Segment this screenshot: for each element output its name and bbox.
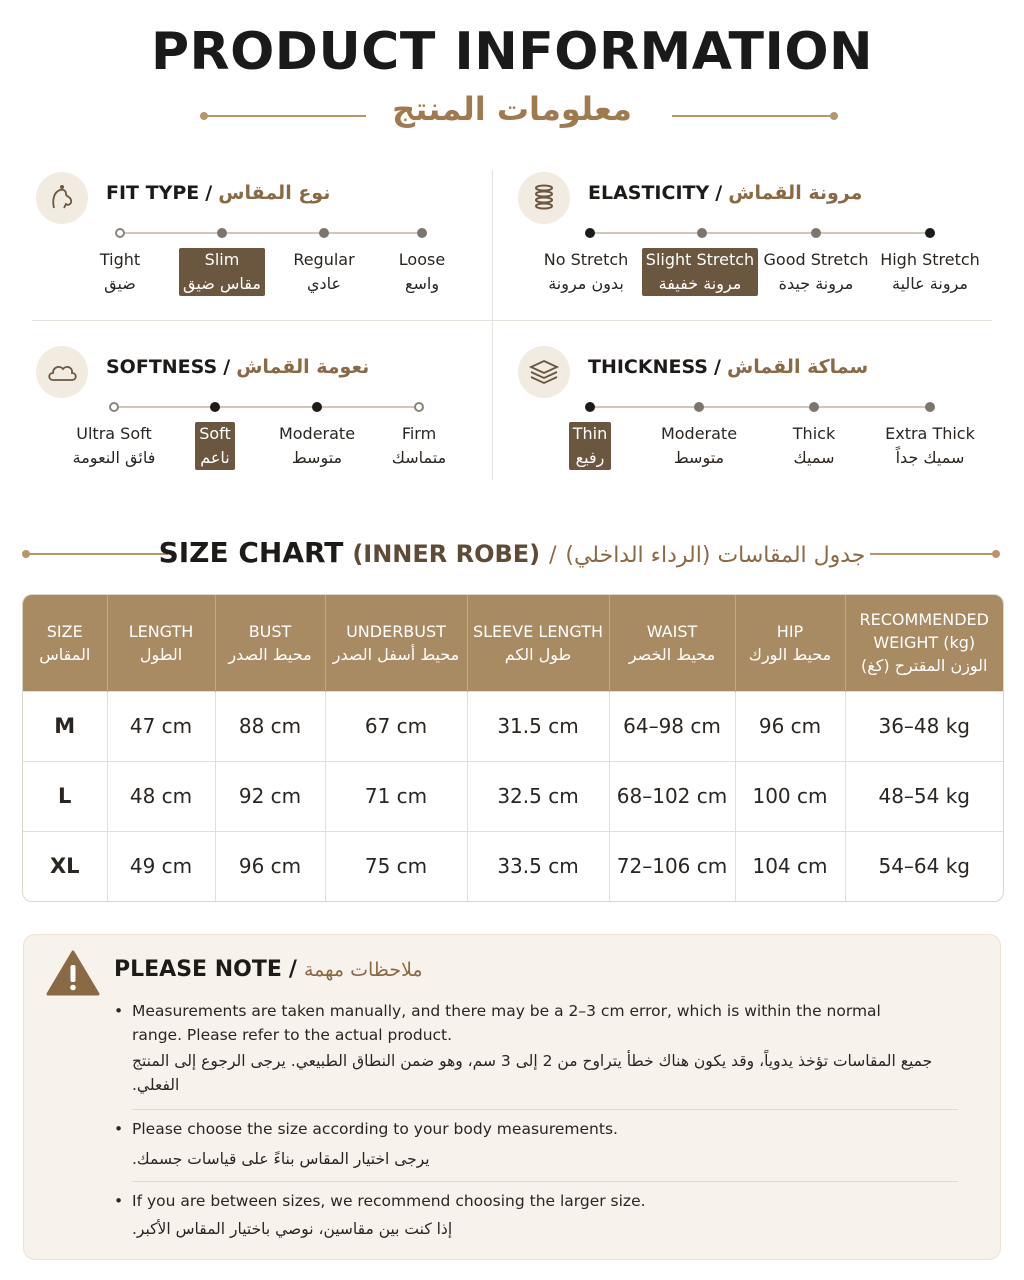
cell-sleeve-length: 32.5 cm — [467, 761, 609, 831]
please-note-box — [23, 934, 1001, 1260]
cell-underbust: 71 cm — [325, 761, 467, 831]
note-divider — [132, 1109, 958, 1110]
cell-bust: 92 cm — [215, 761, 325, 831]
cell-weight: 48–54 kg — [878, 784, 971, 808]
cell-size: M — [23, 691, 107, 761]
fit-type-section — [36, 172, 496, 322]
table-row — [23, 691, 1003, 761]
elasticity-option-slight-stretch-selected: Slight Stretch مرونة خفيفة — [640, 248, 760, 296]
fit-type-dot-2 — [217, 228, 227, 238]
col-length: LENGTH الطول — [107, 595, 215, 691]
softness-track — [114, 406, 420, 408]
page-subtitle-arabic: معلومات المنتج — [392, 90, 632, 128]
note-item: • If you are between sizes, we recommend choosing the larger size. إذا كنت بين مقاسين، نوصي باختيار المقاس الأكبر. — [114, 1192, 646, 1238]
cloud-icon — [36, 346, 88, 398]
softness-option-moderate: Moderate متوسط — [278, 424, 356, 467]
cell-hip: 96 cm — [735, 691, 845, 761]
table-row — [23, 761, 1003, 831]
fit-type-dot-1 — [115, 228, 125, 238]
please-note-heading: PLEASE NOTE / ملاحظات مهمة — [114, 957, 423, 982]
cell-hip: 104 cm — [735, 831, 845, 901]
elasticity-option-high-stretch: High Stretch مرونة عالية — [880, 250, 980, 293]
cell-bust: 96 cm — [215, 831, 325, 901]
elasticity-dot-4 — [925, 228, 935, 238]
cell-weight: 36–48 kg — [878, 714, 971, 738]
softness-option-ultra-soft: Ultra Soft فائق النعومة — [72, 424, 156, 467]
size-chart-right-dot — [992, 550, 1000, 558]
thickness-dot-1 — [585, 402, 595, 412]
col-recommended-weight: RECOMMENDED WEIGHT (kg) الوزن المقترح (كغ) — [859, 610, 989, 676]
softness-option-firm: Firm متماسك — [391, 424, 447, 467]
softness-dot-2 — [210, 402, 220, 412]
cell-size: XL — [23, 831, 107, 901]
cell-waist: 64–98 cm — [609, 691, 735, 761]
col-hip: HIP محيط الورك — [735, 595, 845, 691]
cell-bust: 88 cm — [215, 691, 325, 761]
cell-sleeve-length: 31.5 cm — [467, 691, 609, 761]
cell-length: 49 cm — [107, 831, 215, 901]
cell-weight: 54–64 kg — [878, 854, 971, 879]
cell-hip: 100 cm — [735, 761, 845, 831]
col-size: SIZE المقاس — [23, 595, 107, 691]
thickness-section — [518, 346, 978, 496]
cell-length: 47 cm — [107, 691, 215, 761]
thickness-option-thin-selected: Thin رفيع — [532, 422, 648, 470]
thickness-option-thick: Thick سميك — [792, 424, 836, 467]
elasticity-option-no-stretch: No Stretch بدون مرونة — [543, 250, 629, 293]
fit-type-option-loose: Loose واسع — [398, 250, 446, 293]
cell-waist: 72–106 cm — [609, 831, 735, 901]
elasticity-heading: ELASTICITY / مرونة القماش — [588, 182, 863, 204]
softness-section — [36, 346, 496, 496]
warning-icon — [46, 949, 100, 1001]
softness-dot-4 — [414, 402, 424, 412]
cell-length: 48 cm — [107, 761, 215, 831]
size-chart-table — [22, 594, 1004, 902]
softness-dot-1 — [109, 402, 119, 412]
softness-heading: SOFTNESS / نعومة القماش — [106, 356, 370, 378]
softness-dot-3 — [312, 402, 322, 412]
thickness-option-extra-thick: Extra Thick سميك جداً — [885, 424, 975, 467]
col-underbust: UNDERBUST محيط أسفل الصدر — [325, 595, 467, 691]
elasticity-dot-3 — [811, 228, 821, 238]
size-chart-heading: SIZE CHART (INNER ROBE) / جدول المقاسات (الرداء الداخلي) — [158, 536, 866, 569]
thickness-dot-4 — [925, 402, 935, 412]
cell-size: L — [23, 761, 107, 831]
elasticity-option-good-stretch: Good Stretch مرونة جيدة — [763, 250, 869, 293]
table-row — [23, 831, 1003, 901]
thickness-option-moderate: Moderate متوسط — [660, 424, 738, 467]
softness-option-soft-selected: Soft ناعم — [157, 422, 273, 470]
fit-type-heading: FIT TYPE / نوع المقاس — [106, 182, 331, 204]
elasticity-dot-2 — [697, 228, 707, 238]
size-chart-right-line — [870, 553, 994, 555]
note-item: • Measurements are taken manually, and there may be a 2–3 cm error, which is within the normal range. Please refer to the actual product. جميع المقاسات تؤخذ يدوياً، وقد يكون هناك خطأ يتراوح من 2 إلى 3 سم، وهو ضمن النطاق الطبيعي. يرجى الرجوع إلى المنتج الفعلي. — [114, 1002, 933, 1094]
fit-type-option-tight: Tight ضيق — [99, 250, 141, 293]
thickness-dot-2 — [694, 402, 704, 412]
cell-sleeve-length: 33.5 cm — [467, 831, 609, 901]
elasticity-section — [518, 172, 978, 322]
col-sleeve-length: SLEEVE LENGTH طول الكم — [467, 595, 609, 691]
fit-type-track — [120, 232, 424, 234]
note-divider — [132, 1181, 958, 1182]
cell-underbust: 67 cm — [325, 691, 467, 761]
header-right-dot — [830, 112, 838, 120]
elasticity-track — [590, 232, 932, 234]
fit-type-option-regular: Regular عادي — [293, 250, 355, 293]
layers-icon — [518, 346, 570, 398]
col-bust: BUST محيط الصدر — [215, 595, 325, 691]
elasticity-dot-1 — [585, 228, 595, 238]
thickness-track — [590, 406, 930, 408]
size-chart-header-row — [23, 595, 1003, 691]
fit-type-dot-4 — [417, 228, 427, 238]
body-silhouette-icon — [36, 172, 88, 224]
cell-waist: 68–102 cm — [609, 761, 735, 831]
thickness-dot-3 — [809, 402, 819, 412]
cell-underbust: 75 cm — [325, 831, 467, 901]
spring-icon — [518, 172, 570, 224]
fit-type-dot-3 — [319, 228, 329, 238]
header-right-line — [672, 115, 832, 117]
page-title: PRODUCT INFORMATION — [150, 22, 874, 82]
thickness-heading: THICKNESS / سماكة القماش — [588, 356, 869, 378]
fit-type-option-slim-selected: Slim مقاس ضيق — [164, 248, 280, 296]
note-item: • Please choose the size according to your body measurements. يرجى اختيار المقاس بناءً على قياسات جسمك. — [114, 1120, 618, 1168]
col-waist: WAIST محيط الخصر — [609, 595, 735, 691]
